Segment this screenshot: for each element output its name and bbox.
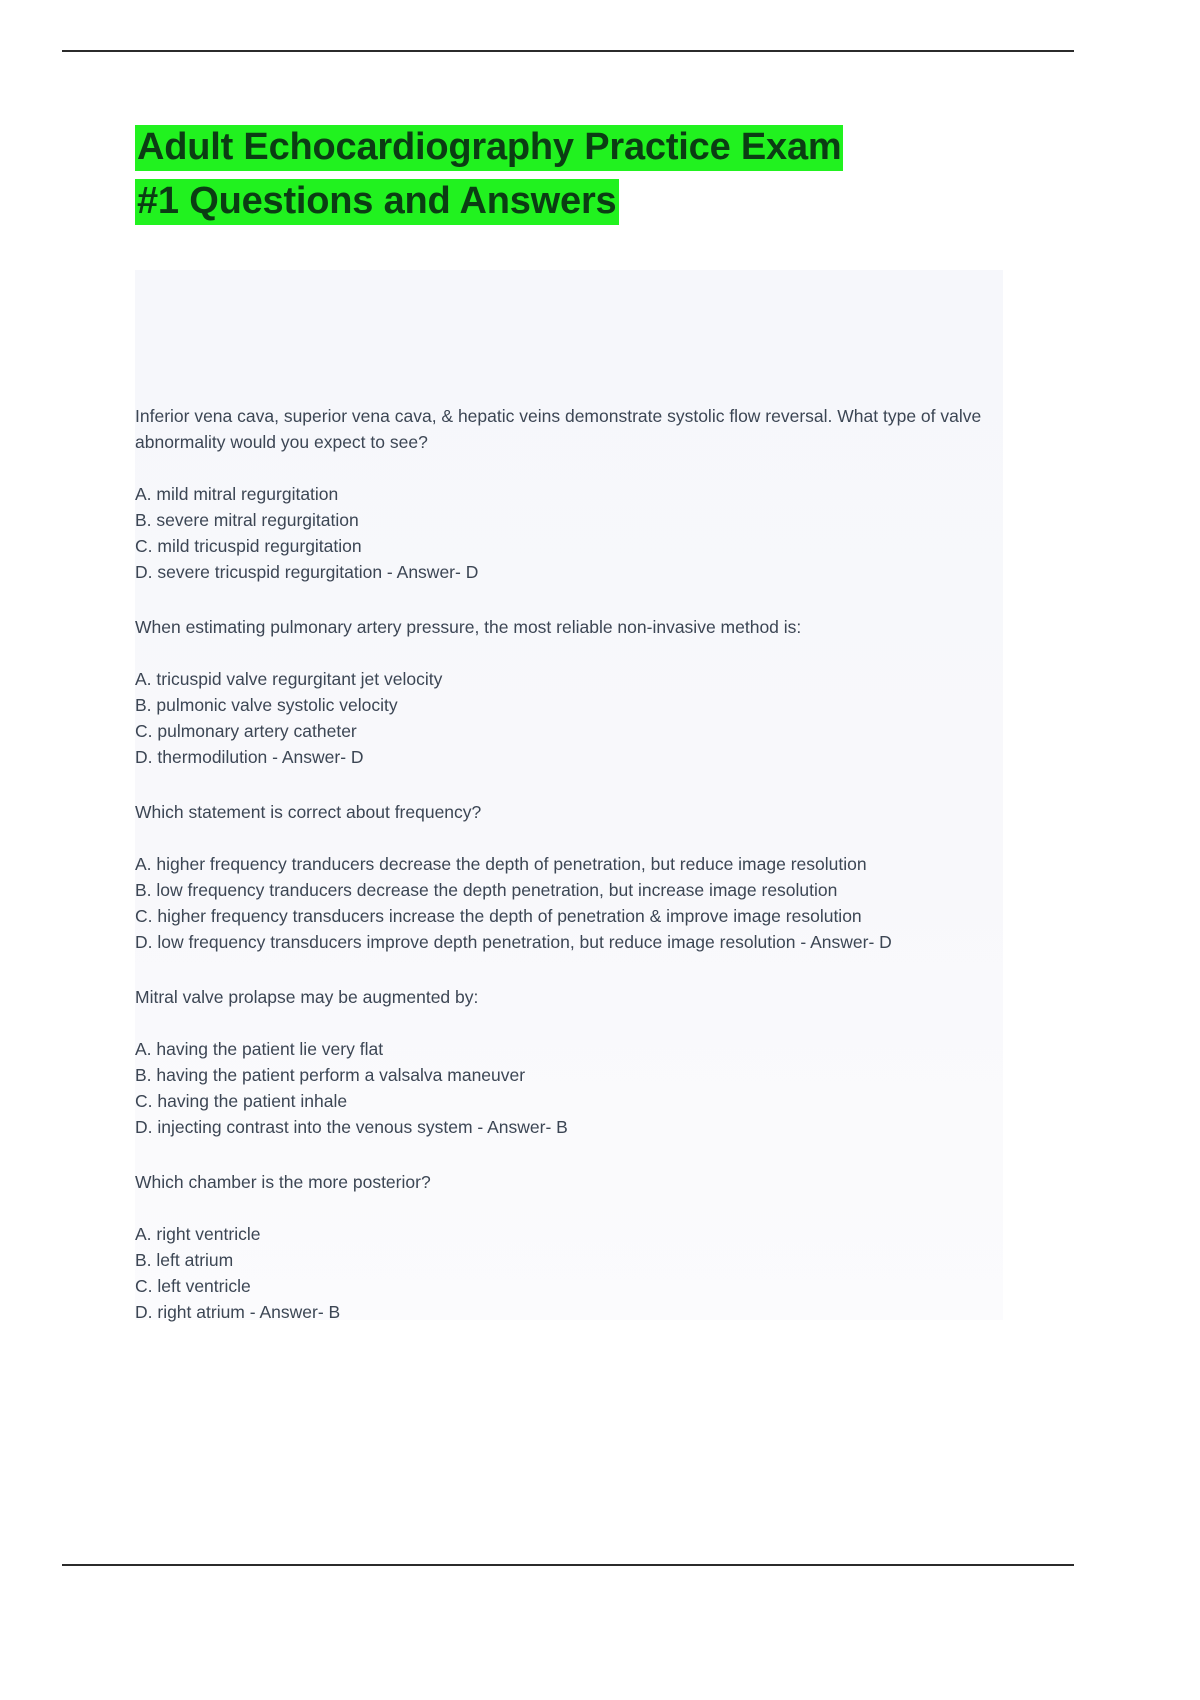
question-option: B. low frequency tranducers decrease the depth penetration, but increase image resolution [135,880,838,900]
question-option: C. mild tricuspid regurgitation [135,536,362,556]
question-option: C. left ventricle [135,1276,251,1296]
question-option: A. right ventricle [135,1224,261,1244]
question-option: A. mild mitral regurgitation [135,484,339,504]
question-option-with-answer: D. low frequency transducers improve depth penetration, but reduce image resolution - Answer- D [135,932,892,952]
question-option: A. higher frequency tranducers decrease the depth of penetration, but reduce image resolution [135,854,867,874]
question-option: B. severe mitral regurgitation [135,510,359,530]
question-option: C. higher frequency transducers increase the depth of penetration & improve image resolution [135,906,862,926]
question-block [135,614,1010,770]
question-block [135,984,1010,1140]
question-option-with-answer: D. thermodilution - Answer- D [135,747,364,767]
question-option-with-answer: D. right atrium - Answer- B [135,1302,341,1322]
question-option-with-answer: D. injecting contrast into the venous system - Answer- B [135,1117,568,1137]
question-block [135,1169,1010,1325]
question-stem: Inferior vena cava, superior vena cava, & hepatic veins demonstrate systolic flow reversal. What type of valve abnormality would you expect to see? [135,406,982,452]
question-option: B. pulmonic valve systolic velocity [135,695,398,715]
page-bottom-rule [62,1564,1074,1566]
page-title-line-2: #1 Questions and Answers [135,179,619,225]
question-block [135,799,1010,955]
question-block [135,403,1010,585]
question-stem: When estimating pulmonary artery pressure, the most reliable non-invasive method is: [135,617,802,637]
page-title-line-1: Adult Echocardiography Practice Exam [135,125,843,171]
question-option: C. having the patient inhale [135,1091,348,1111]
question-options [135,851,997,955]
question-options [135,666,997,770]
page-title [135,120,970,228]
question-option-with-answer: D. severe tricuspid regurgitation - Answer- D [135,562,479,582]
question-option: B. having the patient perform a valsalva maneuver [135,1065,526,1085]
question-stem: Mitral valve prolapse may be augmented by: [135,987,479,1007]
question-option: A. tricuspid valve regurgitant jet velocity [135,669,443,689]
question-options [135,1221,997,1325]
question-stem: Which chamber is the more posterior? [135,1172,431,1192]
question-option: A. having the patient lie very flat [135,1039,384,1059]
question-option: B. left atrium [135,1250,234,1270]
question-stem: Which statement is correct about frequency? [135,802,482,822]
question-options [135,1036,997,1140]
page-top-rule [62,50,1074,52]
document-content [135,120,1010,1354]
question-options [135,481,997,585]
question-option: C. pulmonary artery catheter [135,721,357,741]
questions-list [135,228,1010,1325]
